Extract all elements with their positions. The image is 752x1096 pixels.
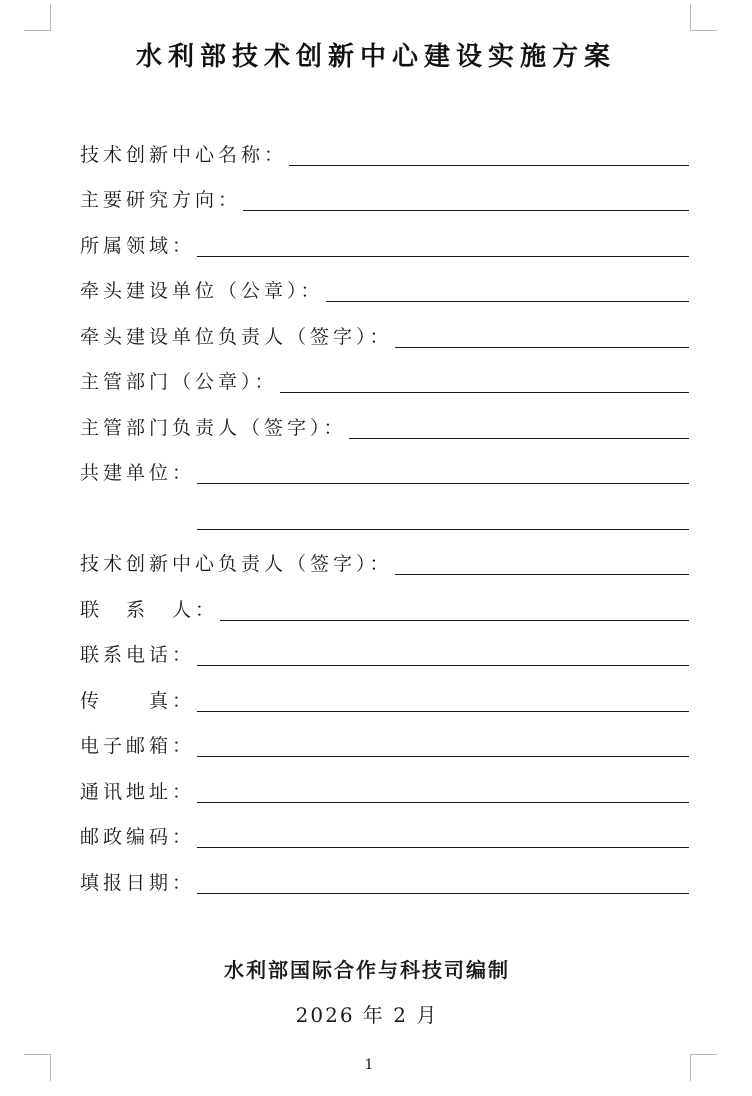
supervisor-head-field[interactable]: [349, 412, 689, 439]
cover-form: [80, 126, 689, 900]
compile-date: 2026 年 2 月: [295, 1003, 439, 1027]
field-label: 联系电话：: [80, 644, 196, 666]
form-row-fill-date: [80, 854, 689, 900]
email-field[interactable]: [197, 730, 689, 757]
form-row-co-units: [80, 445, 689, 491]
field-label: 技术创新中心名称：: [80, 143, 288, 166]
form-row-email: [80, 718, 689, 764]
corner-mark-top-left: [24, 4, 51, 31]
form-row-center-name: [80, 126, 689, 172]
page-number: 1: [364, 1057, 374, 1073]
center-head-field[interactable]: [395, 548, 689, 575]
field-label: 联 系 人：: [80, 598, 219, 621]
form-row-phone: [80, 627, 689, 673]
form-row-field-domain: [80, 217, 689, 263]
fax-field[interactable]: [197, 685, 689, 712]
form-row-research-direction: [80, 172, 689, 218]
form-row-supervisor-head: [80, 399, 689, 445]
phone-field[interactable]: [197, 639, 689, 666]
contact-person-field[interactable]: [220, 594, 689, 621]
field-label: 邮政编码：: [80, 826, 196, 848]
address-field[interactable]: [197, 776, 689, 803]
form-row-center-head: [80, 536, 689, 582]
form-row-contact-person: [80, 581, 689, 627]
field-label: 主管部门负责人（签字）：: [80, 416, 347, 439]
co-units-field[interactable]: [197, 457, 689, 484]
form-row-postcode: [80, 809, 689, 855]
field-label: 共建单位：: [80, 462, 196, 484]
form-row-lead-unit: [80, 263, 689, 309]
field-label: 主要研究方向：: [80, 189, 242, 211]
field-label: 填报日期：: [80, 871, 196, 894]
form-row-co-units-continued: [80, 490, 689, 536]
form-row-supervisor-dept: [80, 354, 689, 400]
field-label: 牵头建设单位负责人（签字）：: [80, 325, 393, 348]
form-row-lead-unit-head: [80, 308, 689, 354]
document-title: 水利部技术创新中心建设实施方案: [135, 42, 616, 72]
field-label: 电子邮箱：: [80, 735, 196, 757]
center-name-field[interactable]: [289, 139, 689, 166]
research-direction-field[interactable]: [243, 184, 689, 211]
co-units-field-continued[interactable]: [197, 503, 689, 530]
form-row-fax: [80, 672, 689, 718]
lead-unit-field[interactable]: [326, 275, 689, 302]
field-label: 技术创新中心负责人（签字）：: [80, 553, 393, 575]
field-label: 传 真：: [80, 689, 196, 712]
compiling-organization: 水利部国际合作与科技司编制: [224, 958, 510, 982]
postcode-field[interactable]: [197, 821, 689, 848]
field-label: 所属领域：: [80, 234, 196, 257]
field-label: 主管部门（公章）：: [80, 371, 278, 393]
field-label: 牵头建设单位（公章）：: [80, 280, 324, 302]
form-row-address: [80, 763, 689, 809]
field-domain-field[interactable]: [197, 230, 689, 257]
field-label: 通讯地址：: [80, 780, 196, 803]
supervisor-dept-field[interactable]: [280, 366, 689, 393]
corner-mark-top-right: [690, 4, 717, 31]
lead-unit-head-field[interactable]: [395, 321, 689, 348]
fill-date-field[interactable]: [197, 867, 689, 894]
